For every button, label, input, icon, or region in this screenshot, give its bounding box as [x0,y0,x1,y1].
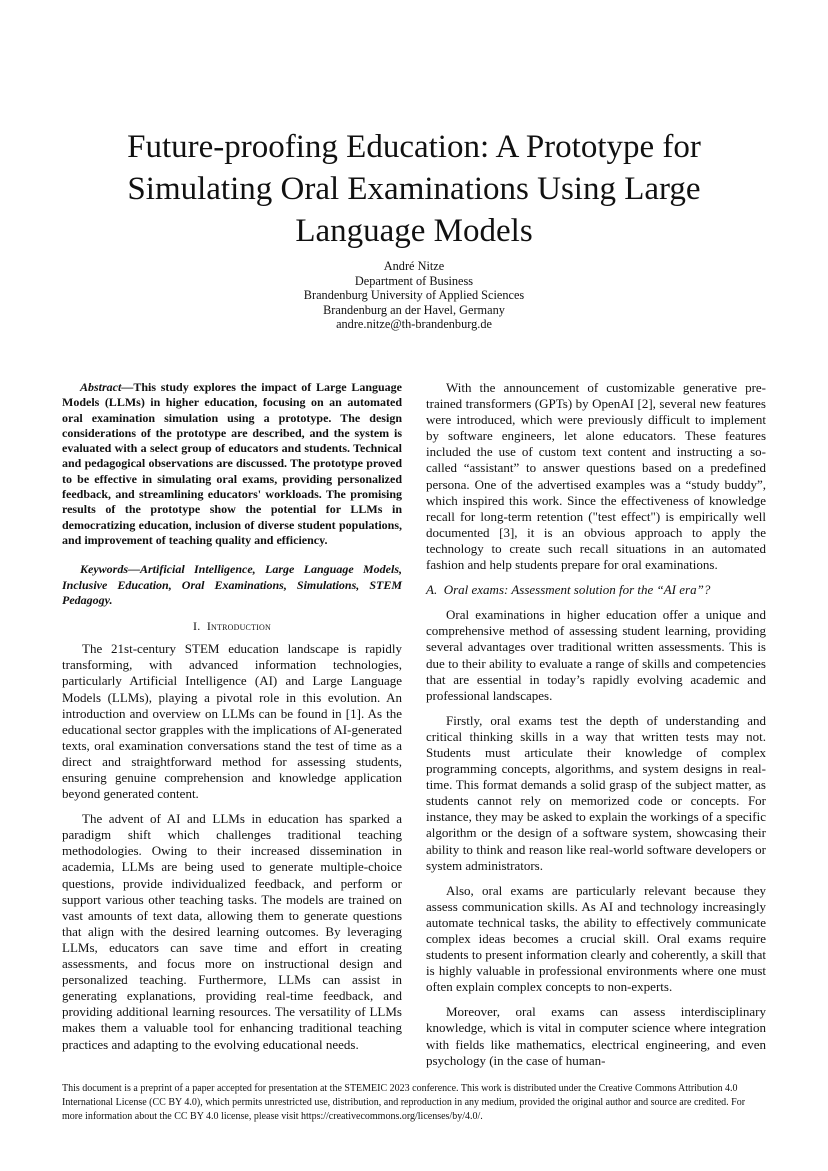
abstract-text: This study explores the impact of Large Language Models (LLMs) in higher education, focusing on an automated oral examination simulation using a prototype. The design considerations of the prototype are described, and the system is evaluated with a select group of educators and students. Technical and pedagogical observations are discussed. The prototype proved to be effective in simulating oral exams, providing personalized feedback, and streamlining educators' workloads. The promising results of the prototype show the potential for LLMs in democratizing education, inclusion of diverse student populations, and improvement of teaching quality and efficiency. [62,380,402,547]
author-university: Brandenburg University of Applied Sciences [303,288,525,303]
intro-paragraph-3: With the announcement of customizable generative pre-trained transformers (GPTs) by OpenAI [2], several new features were introduced, which were previously difficult to implement by software engineers, let alone educators. These features included the use of custom text content and instructing a so-called “assistant” to answer questions based on a predefined persona. One of the advertised examples was a “study buddy”, which inspired this work. Since the effectiveness of knowledge recall for long-term retention ("test effect") is empirically well documented [3], it is an obvious approach to apply the technology to create such recall situations in an automated fashion and help students prepare for oral examinations. [426,380,766,573]
author-location: Brandenburg an der Havel, Germany [323,302,505,317]
subsection-heading-a [426,582,766,598]
oral-exams-paragraph-1: Oral examinations in higher education offer a unique and comprehensive method of assessing student learning, providing several advantages over traditional written assessments. This is due to their ability to evaluate a range of skills and competencies that are essential in today’s rapidly evolving academic and professional landscapes. [426,607,766,703]
left-column [62,380,402,1062]
right-column [426,380,766,1078]
keywords [62,562,402,608]
author-name: André Nitze [383,259,445,273]
subsection-title: Oral exams: Assessment solution for the “AI era”? [443,582,711,598]
author-block [214,259,614,332]
section-heading-introduction [62,618,402,634]
section-number: I. [193,619,201,634]
section-title: Introduction [206,619,271,634]
intro-paragraph-1: The 21st-century STEM education landscape is rapidly transforming, with advanced information technologies, particularly Artificial Intelligence (AI) and Large Language Models (LLMs), playing a pivotal role in this evolution. An introduction and overview on LLMs can be found in [1]. As the educational sector grapples with the implications of AI-generated texts, oral examination conversations stand the test of time as a direct and straightforward method for assessing students, ensuring genuine comprehension and knowledge application beyond generated content. [62,641,402,802]
author-email: andre.nitze@th-brandenburg.de [336,317,492,332]
intro-paragraph-2: The advent of AI and LLMs in education has sparked a paradigm shift which challenges traditional teaching methodologies. Owing to their increased dissemination in academia, LLMs are being used to generate multiple-choice questions, provide individualized feedback, and perform or support various other teaching tasks. The models are trained on vast amounts of text data, allowing them to generate questions that align with the desired learning outcomes. By leveraging LLMs, educators can save time and effort in creating assessments, and focus more on instructional design and personalized teaching. Furthermore, LLMs can assist in generating explanations, providing real-time feedback, and providing additional learning resources. The versatility of LLMs makes them a valuable tool for enhancing traditional teaching practices and adapting to the evolving educational needs. [62,811,402,1052]
abstract-label: Abstract— [80,380,134,394]
oral-exams-paragraph-4: Moreover, oral exams can assess interdisciplinary knowledge, which is vital in computer science where integration with fields like mathematics, electrical engineering, and even psychology (in the case of human- [426,1004,766,1068]
subsection-label: A. [426,582,438,598]
paper-title: Future-proofing Education: A Prototype for Simulating Oral Examinations Using Large Language Models [127,129,701,249]
author-department: Department of Business [354,273,474,288]
abstract [62,380,402,548]
keywords-text: Artificial Intelligence, Large Language Models, Inclusive Education, Oral Examinations, Simulations, STEM Pedagogy. [62,562,402,607]
oral-exams-paragraph-2: Firstly, oral exams test the depth of understanding and critical thinking skills in a way that written tests may not. Students must articulate their knowledge of complex programming concepts, algorithms, and system designs in real-time. This format demands a solid grasp of the subject matter, as students cannot rely on memorized code or concepts. For instance, they may be asked to explain the workings of a specific algorithm or the design of a software system, showcasing their ability to think and reason like real-world software developers or system administrators. [426,712,766,873]
oral-exams-paragraph-3: Also, oral exams are particularly relevant because they assess communication skills. As AI and technology increasingly automate technical tasks, the ability to effectively communicate complex ideas becomes a crucial skill. Oral exams require students to present information clearly and coherently, a skill that is highly valuable in professional environments where one must often explain complex concepts to non-experts. [426,882,766,995]
keywords-label: Keywords— [80,562,140,577]
license-footnote: This document is a preprint of a paper accepted for presentation at the STEMEIC 2023 conference. This work is distributed under the Creative Commons Attribution 4.0 International License (CC BY 4.0), which permits unrestricted use, distribution, and reproduction in any medium, provided the original author and source are credited. For more information about the CC BY 4.0 license, please visit https://creativecommons.org/licenses/by/4.0/. [62,1083,746,1122]
